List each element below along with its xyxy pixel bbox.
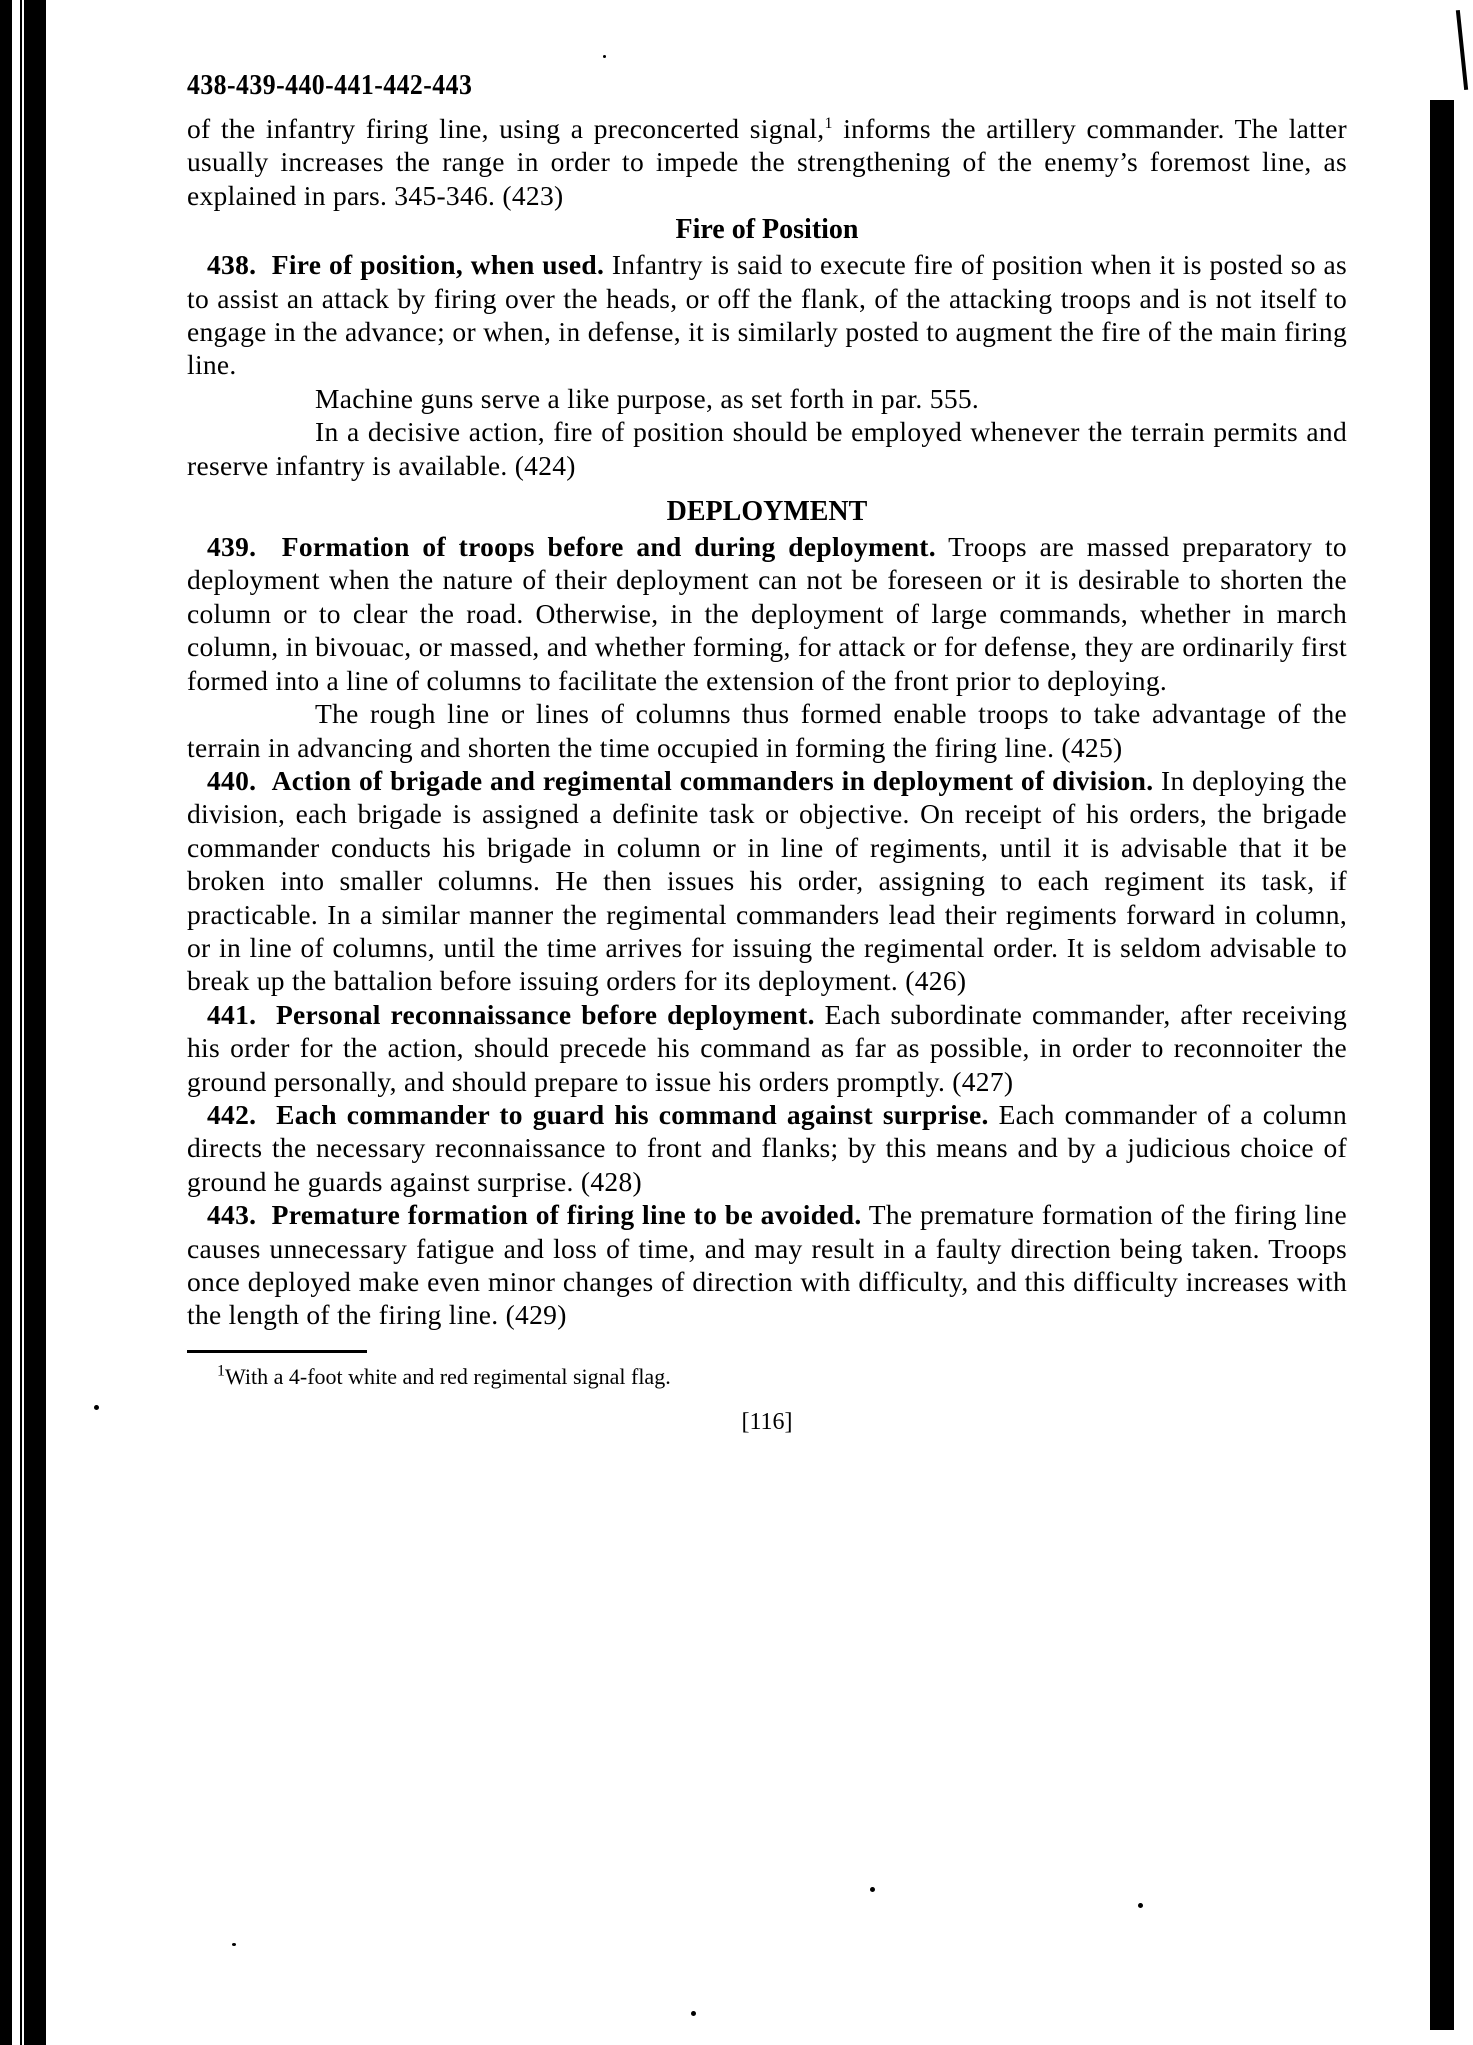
scan-speck [870, 1887, 875, 1892]
paragraph-443 [187, 1198, 1347, 1332]
paragraph-body: Infantry is said to execute fire of position when it is posted so as to assist an attack by firing over the heads, or off the flank, of the attacking troops and is not itself to engage in the advance; or when, in defense, it is similarly posted to augment the fire of the main firing line. [187, 249, 1347, 381]
paragraph-442 [187, 1098, 1347, 1198]
scan-speck [232, 1943, 236, 1946]
paragraph-number: 438. [207, 249, 257, 281]
paragraph-lead: Each commander to guard his command against surprise. [276, 1098, 989, 1130]
scan-border-right-top [1456, 10, 1468, 90]
paragraph-lead: Action of brigade and regimental commanders in deployment of division. [271, 764, 1154, 796]
scan-border-left-inner [24, 0, 46, 2045]
continuation-paragraph: of the infantry firing line, using a preconcerted signal,$^1$ informs the artillery commander. The latter usually increases the range in order to impede the strengthening of the enemy’s foremost line, as explained in pars. 345-346. (423) [187, 113, 1347, 211]
paragraph-body: The premature formation of the firing line causes unnecessary fatigue and loss of time, and may result in a faulty direction being taken. Troops once deployed make even minor changes of direction with difficulty, and this difficulty increases with the length of the firing line. (429) [187, 1199, 1347, 1331]
footnote-marker: 1 [217, 1362, 225, 1380]
document-page [187, 70, 1347, 1436]
scan-border-left [0, 0, 12, 2045]
subparagraph: In a decisive action, fire of position should be employed whenever the terrain permits and reserve infantry is available. (424) [187, 416, 1347, 481]
paragraph-440 [187, 764, 1347, 998]
paragraph-number: 442. [207, 1098, 257, 1130]
scan-speck [691, 2011, 696, 2016]
paragraph-lead: Personal reconnaissance before deployment. [275, 998, 815, 1030]
paragraph-number: 439. [207, 531, 257, 563]
footnote [217, 1363, 1347, 1391]
paragraph-number: 440. [207, 764, 257, 796]
subparagraph: Machine guns serve a like purpose, as set forth in par. 555. [315, 382, 980, 414]
section-title-fire-of-position: Fire of Position [675, 214, 859, 246]
paragraph-439 [187, 530, 1347, 697]
paragraph-lead: Formation of troops before and during deployment. [281, 531, 936, 563]
page-number: [116] [741, 1408, 793, 1435]
paragraph-441 [187, 998, 1347, 1098]
paragraph-lead: Fire of position, when used. [271, 249, 605, 281]
footnote-divider [187, 1350, 367, 1353]
footnote-reference: 1 [824, 114, 833, 132]
paragraph-body: Troops are massed preparatory to deployment when the nature of their deployment can not be foreseen or it is desirable to shorten the column or to clear the road. Otherwise, in the deployment of large commands, whether in march column, in bivouac, or massed, and whether forming, for attack or for defense, they are ordinarily first formed into a line of columns to facilitate the extension of the front prior to deploying. [187, 531, 1347, 696]
paragraph-number: 443. [207, 1199, 257, 1231]
paragraph-number: 441. [207, 998, 257, 1030]
paragraph-438 [187, 248, 1347, 382]
paragraph-body: In deploying the division, each brigade is assigned a definite task or objective. On receipt of his orders, the brigade commander conducts his brigade in column or in line of regiments, until it is advisable that it be broken into smaller columns. He then issues his order, assigning to each regiment its task, if practicable. In a similar manner the regimental commanders lead their regiments forward in column, or in line of columns, until the time arrives for issuing the regimental order. It is seldom advisable to break up the battalion before issuing orders for its deployment. (426) [187, 764, 1347, 997]
scan-speck [603, 55, 606, 58]
scan-speck [1138, 1903, 1143, 1908]
paragraph-lead: Premature formation of firing line to be avoided. [271, 1199, 862, 1231]
scan-border-left-thin [20, 0, 22, 2045]
running-header: 438-439-440-441-442-443 [187, 70, 473, 101]
paragraph-body: Each subordinate commander, after receiving his order for the action, should precede his command as far as possible, in order to reconnoiter the ground personally, and should prepare to issue his orders promptly. (427) [187, 998, 1348, 1097]
paragraph-body: Each commander of a column directs the necessary reconnaissance to front and flanks; by this means and by a judicious choice of ground he guards against surprise. (428) [187, 1098, 1348, 1197]
section-title-deployment: DEPLOYMENT [666, 496, 868, 528]
footnote-text: With a 4-foot white and red regimental signal flag. [225, 1363, 671, 1389]
subparagraph: The rough line or lines of columns thus formed enable troops to take advantage of the terrain in advancing and shorten the time occupied in forming the firing line. (425) [187, 698, 1347, 763]
scan-border-right [1430, 100, 1454, 2030]
scan-speck [94, 1405, 99, 1410]
